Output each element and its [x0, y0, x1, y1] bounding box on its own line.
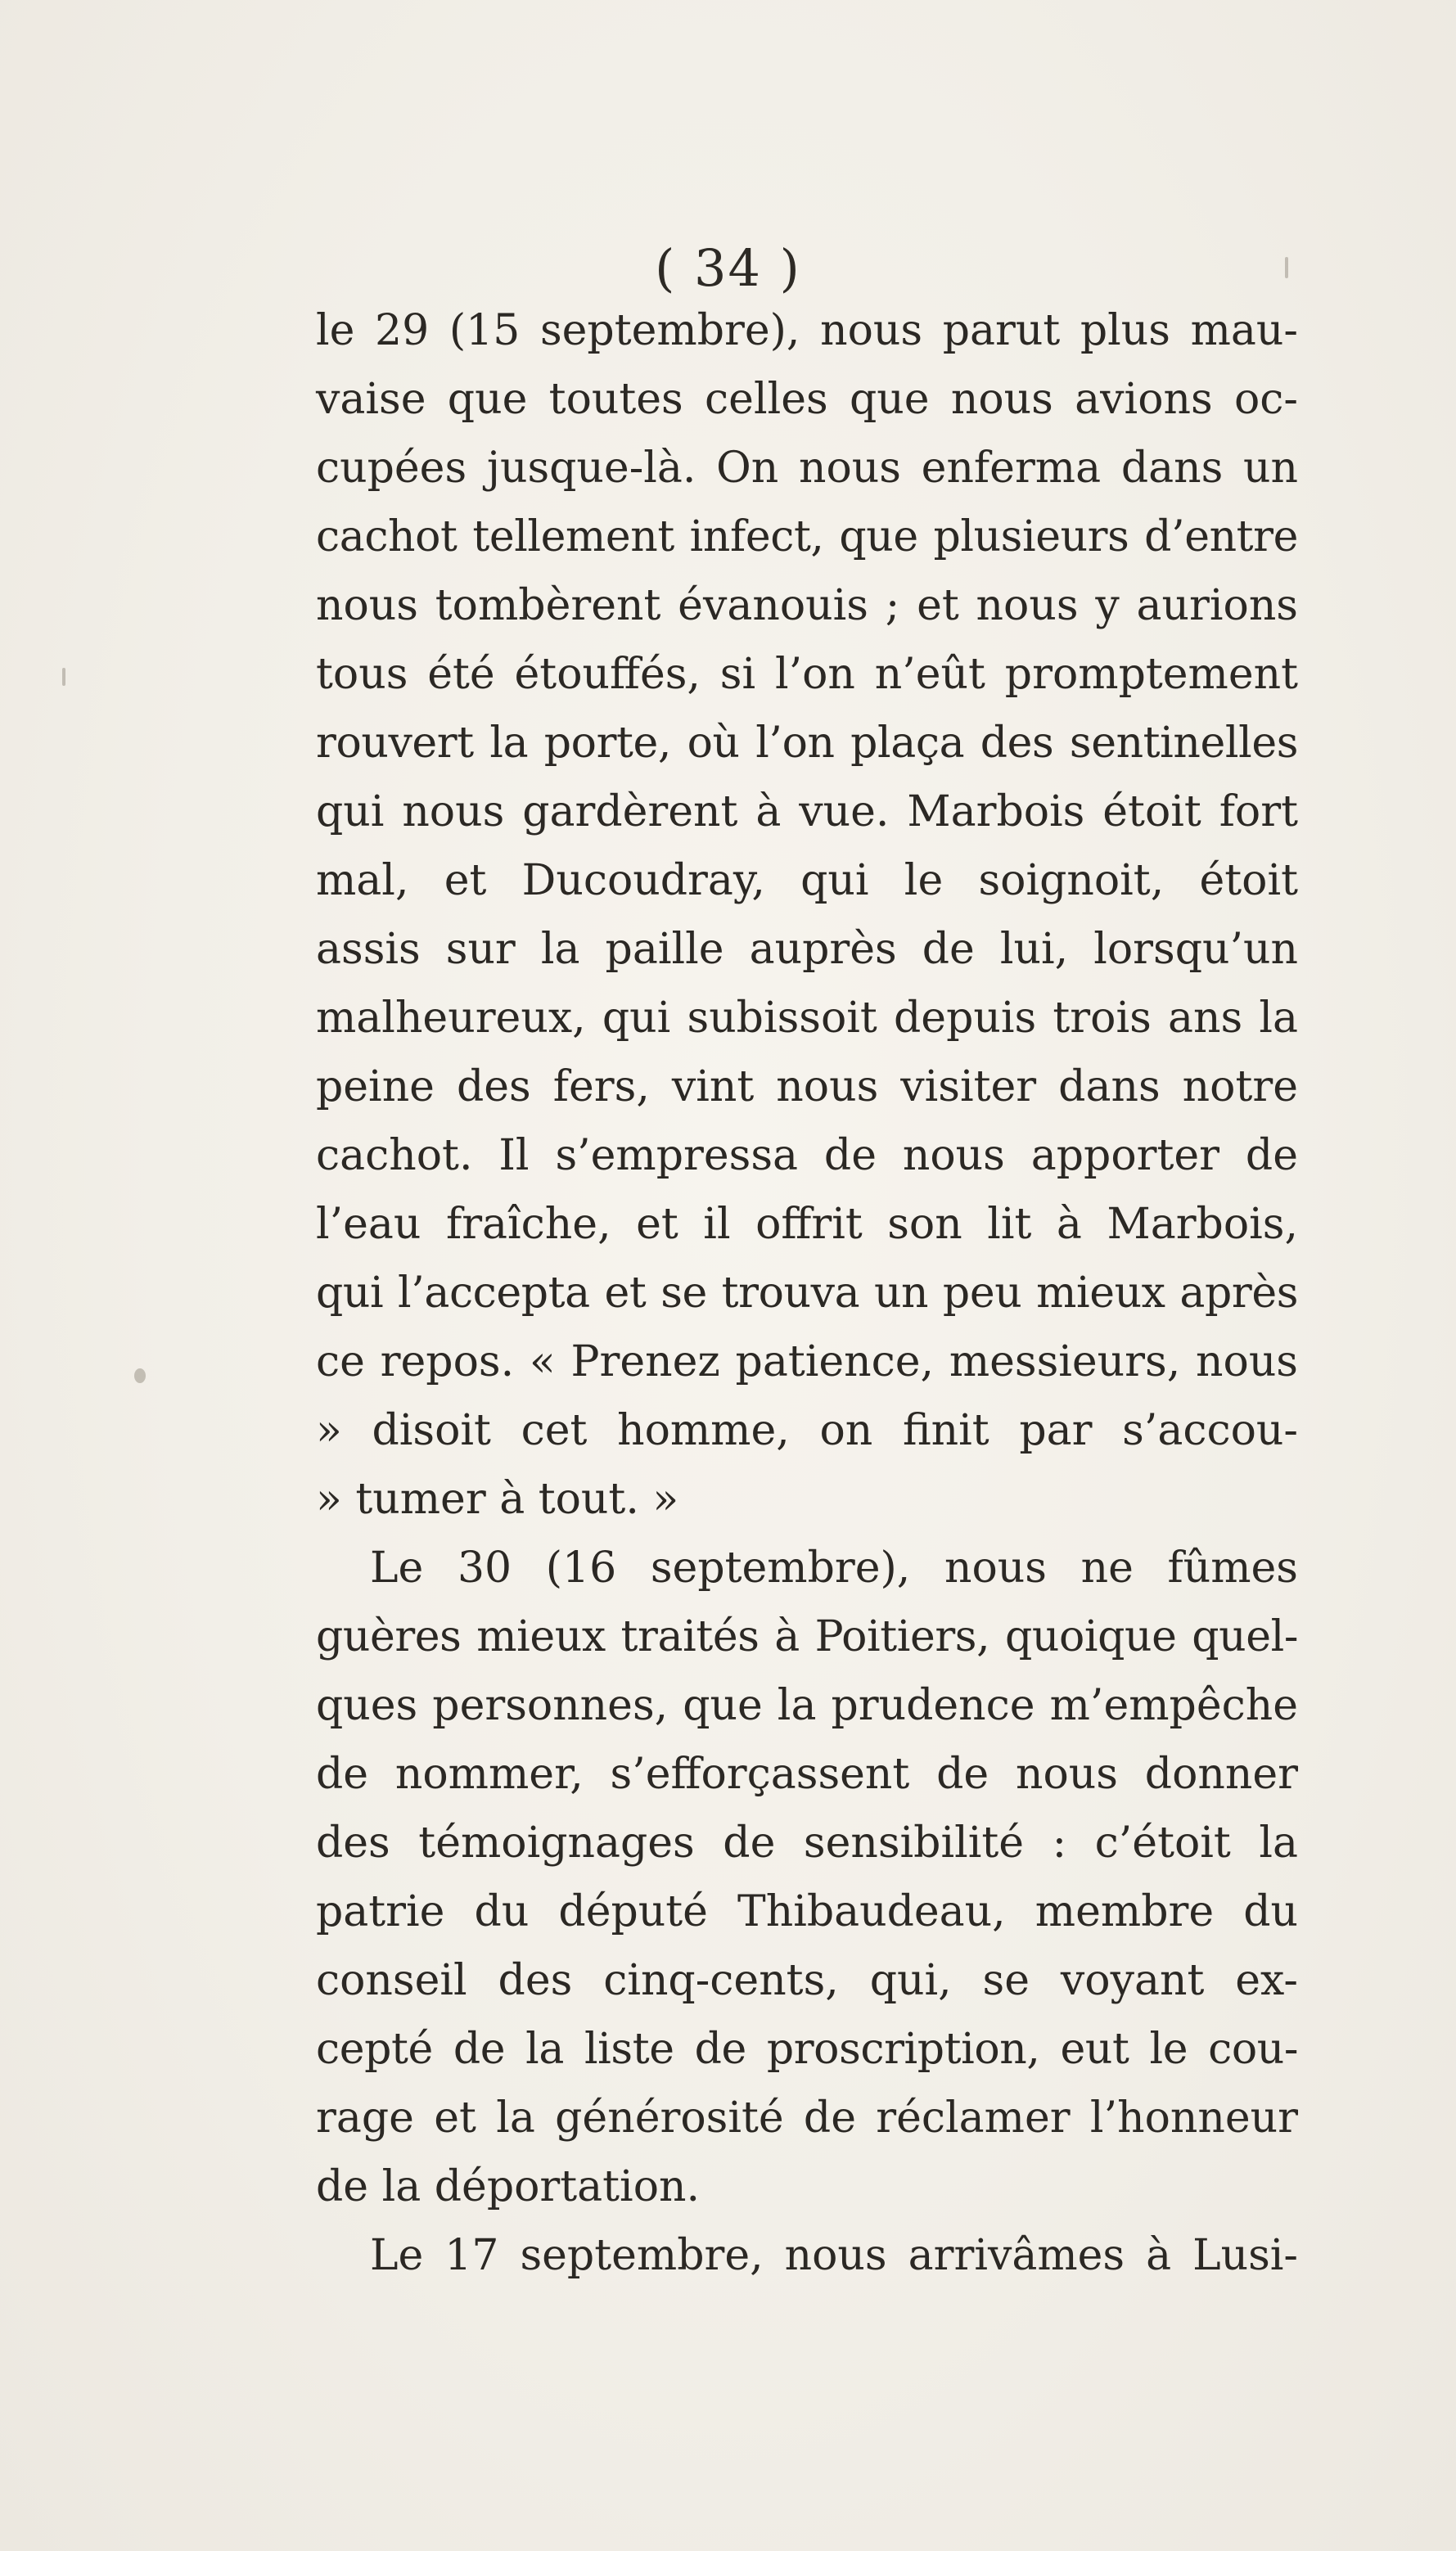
text-line: nous tombèrent évanouis ; et nous y aurions [316, 581, 1298, 630]
text-line: qui nous gardèrent à vue. Marbois étoit fort [316, 787, 1298, 836]
text-line: vaise que toutes celles que nous avions oc- [316, 375, 1298, 424]
text-line: conseil des cinq-cents, qui, se voyant ex- [316, 1956, 1298, 2005]
text-line: ce repos. « Prenez patience, messieurs, nous [316, 1337, 1298, 1386]
text-line: cepté de la liste de proscription, eut le cou- [316, 2025, 1298, 2074]
text-line: de la déportation. [316, 2162, 701, 2211]
paper-spot [1285, 257, 1288, 278]
text-line: » disoit cet homme, on finit par s’accou- [316, 1406, 1298, 1455]
text-line: cupées jusque-là. On nous enferma dans un [316, 444, 1298, 493]
paper-spot [62, 668, 65, 686]
text-line: peine des fers, vint nous visiter dans notre [316, 1062, 1298, 1111]
text-line: cachot tellement infect, que plusieurs d’entre [316, 512, 1298, 561]
text-line: des témoignages de sensibilité : c’étoit la [316, 1819, 1298, 1868]
page-number: ( 34 ) [655, 238, 801, 298]
text-line: qui l’accepta et se trouva un peu mieux après [316, 1269, 1298, 1318]
text-line: le 29 (15 septembre), nous parut plus mau- [316, 306, 1298, 355]
text-line: ques personnes, que la prudence m’empêche [316, 1681, 1298, 1730]
text-line: tous été étouffés, si l’on n’eût promptement [316, 650, 1298, 699]
text-line: malheureux, qui subissoit depuis trois ans la [316, 994, 1298, 1043]
text-line: mal, et Ducoudray, qui le soignoit, étoit [316, 856, 1298, 905]
text-line: assis sur la paille auprès de lui, lorsqu’un [316, 925, 1298, 974]
text-line: cachot. Il s’empressa de nous apporter de [316, 1131, 1298, 1180]
text-line: l’eau fraîche, et il offrit son lit à Marbois, [316, 1200, 1298, 1249]
text-line: patrie du député Thibaudeau, membre du [316, 1887, 1298, 1936]
text-line: Le 30 (16 septembre), nous ne fûmes [370, 1544, 1298, 1593]
text-line: Le 17 septembre, nous arrivâmes à Lusi- [370, 2231, 1298, 2280]
text-line: rouvert la porte, où l’on plaça des sentinelles [316, 719, 1298, 768]
paper-spot [134, 1368, 146, 1383]
text-line: rage et la générosité de réclamer l’honneur [316, 2094, 1298, 2143]
text-line: de nommer, s’efforçassent de nous donner [316, 1750, 1298, 1799]
text-line: » tumer à tout. » [316, 1475, 679, 1524]
text-line: guères mieux traités à Poitiers, quoique quel- [316, 1612, 1298, 1661]
